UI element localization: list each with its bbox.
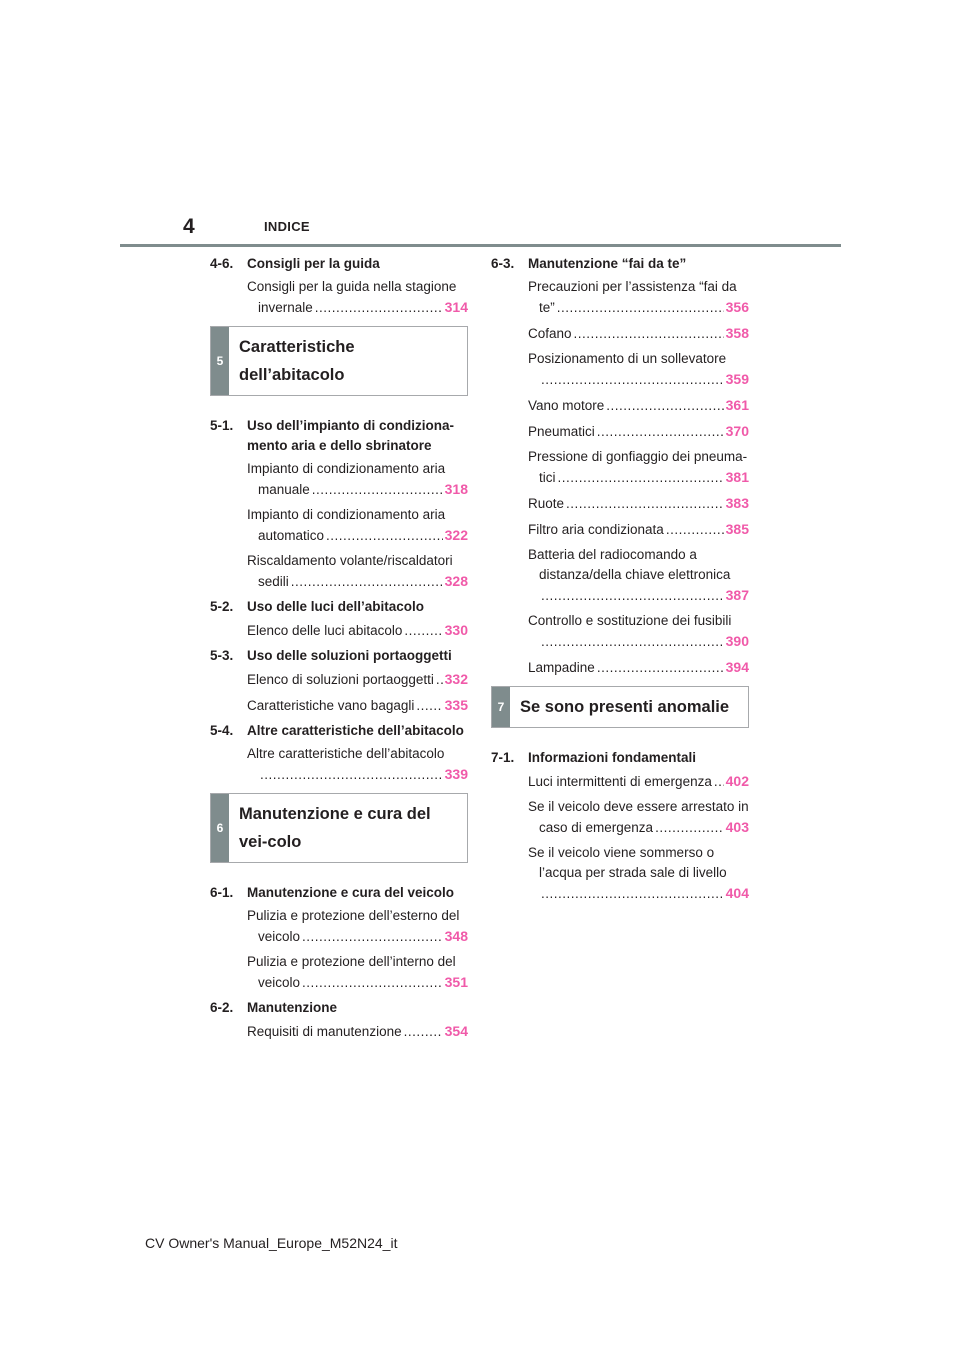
toc-entry[interactable]: Consigli per la guida nella stagione invernale ..... 314	[210, 277, 468, 318]
toc-entry[interactable]: Elenco di soluzioni portaoggetti ..... 332	[210, 669, 468, 690]
toc-entry[interactable]: Elenco delle luci abitacolo ..... 330	[210, 620, 468, 641]
page-link[interactable]: 390	[725, 633, 749, 649]
chapter-title: Caratteristiche dell’abitacolo	[239, 338, 355, 384]
page-link[interactable]: 359	[725, 371, 749, 387]
toc-entry[interactable]: Posizionamento di un sollevatore ..... 359	[491, 349, 749, 390]
page-link[interactable]: 385	[725, 521, 749, 537]
page-link[interactable]: 335	[444, 697, 468, 713]
page-link[interactable]: 339	[444, 766, 468, 782]
section-heading: 5-2. Uso delle luci dell’abitacolo	[210, 599, 425, 614]
page-link[interactable]: 356	[725, 299, 749, 315]
toc-entry[interactable]: Pulizia e protezione dell’esterno del veicolo ..... 348	[210, 906, 468, 947]
toc-entry[interactable]: Precauzioni per l’assistenza “fai da te” ..... 356	[491, 277, 749, 318]
toc-entry[interactable]: Altre caratteristiche dell’abitacolo ..... 339	[210, 744, 468, 785]
page-link[interactable]: 387	[725, 587, 749, 603]
page-link[interactable]: 322	[444, 527, 468, 543]
page-link[interactable]: 404	[725, 885, 749, 901]
page-link[interactable]: 383	[725, 495, 749, 511]
toc-entry[interactable]: Pneumatici ..... 370	[491, 421, 749, 442]
page-link[interactable]: 394	[725, 659, 749, 675]
toc-entry[interactable]: Se il veicolo deve essere arrestato in caso di emergenza ..... 403	[491, 797, 749, 838]
section-heading: 6-2. Manutenzione	[210, 1000, 337, 1015]
toc-entry[interactable]: Pulizia e protezione dell’interno del veicolo ..... 351	[210, 952, 468, 993]
chapter-tab: 6	[211, 794, 229, 862]
page-link[interactable]: 403	[725, 819, 749, 835]
page-link[interactable]: 348	[444, 928, 468, 944]
page-link[interactable]: 332	[444, 671, 468, 687]
page-link[interactable]: 314	[444, 299, 468, 315]
chapter-banner-7[interactable]	[491, 686, 749, 728]
toc-entry[interactable]: Cofano ..... 358	[491, 323, 749, 344]
page-number: 4	[183, 215, 195, 238]
page-link[interactable]: 330	[444, 622, 468, 638]
section-heading: 7-1. Informazioni fondamentali	[491, 750, 697, 765]
toc-right-column	[491, 254, 749, 909]
toc-entry[interactable]: Riscaldamento volante/riscaldatori sedili ..... 328	[210, 551, 468, 592]
toc-entry[interactable]: Pressione di gonfiaggio dei pneuma- tici ..... 381	[491, 447, 749, 488]
toc-entry[interactable]: Ruote ..... 383	[491, 493, 749, 514]
toc-entry[interactable]: Vano motore ..... 361	[491, 395, 749, 416]
toc-entry[interactable]: Controllo e sostituzione dei fusibili ..... 390	[491, 611, 749, 652]
toc-entry[interactable]: Lampadine ..... 394	[491, 657, 749, 678]
toc-entry[interactable]: Requisiti di manutenzione ..... 354	[210, 1021, 468, 1042]
page-link[interactable]: 381	[725, 469, 749, 485]
page-link[interactable]: 361	[725, 397, 749, 413]
toc-entry[interactable]: Se il veicolo viene sommerso o l’acqua per strada sale di livello ..... 404	[491, 843, 749, 904]
toc-entry[interactable]: Impianto di condizionamento aria automatico ..... 322	[210, 505, 468, 546]
chapter-tab: 7	[492, 687, 510, 727]
chapter-banner-5[interactable]	[210, 326, 468, 396]
header-divider	[120, 244, 841, 247]
toc-entry[interactable]: Batteria del radiocomando a distanza/della chiave elettronica ..... 387	[491, 545, 749, 606]
page-link[interactable]: 318	[444, 481, 468, 497]
footer-text: CV Owner's Manual_Europe_M52N24_it	[145, 1235, 398, 1251]
page-link[interactable]: 402	[725, 773, 749, 789]
page-link[interactable]: 354	[444, 1023, 468, 1039]
chapter-banner-6[interactable]	[210, 793, 468, 863]
toc-entry[interactable]: Caratteristiche vano bagagli ..... 335	[210, 695, 468, 716]
toc-entry[interactable]: Luci intermittenti di emergenza ..... 402	[491, 771, 749, 792]
section-heading: 5-4. Altre caratteristiche dell’abitacolo	[210, 723, 464, 738]
chapter-title: Manutenzione e cura del vei-colo	[239, 805, 431, 851]
chapter-title: Se sono presenti anomalie	[520, 698, 730, 716]
chapter-tab: 5	[211, 327, 229, 395]
header-title: INDICE	[264, 219, 310, 234]
page-link[interactable]: 370	[725, 423, 749, 439]
page-link[interactable]: 351	[444, 974, 468, 990]
section-heading: 4-6. Consigli per la guida	[210, 256, 380, 271]
section-heading: 5-1. Uso dell’impianto di condiziona-mento aria e dello sbrinatore	[210, 418, 455, 453]
toc-left-column	[210, 254, 468, 1047]
section-heading: 5-3. Uso delle soluzioni portaoggetti	[210, 648, 452, 663]
page-link[interactable]: 328	[444, 573, 468, 589]
section-heading: 6-3. Manutenzione “fai da te”	[491, 256, 687, 271]
toc-entry[interactable]: Filtro aria condizionata ..... 385	[491, 519, 749, 540]
page-link[interactable]: 358	[725, 325, 749, 341]
section-heading: 6-1. Manutenzione e cura del veicolo	[210, 885, 455, 900]
toc-entry[interactable]: Impianto di condizionamento aria manuale ..... 318	[210, 459, 468, 500]
